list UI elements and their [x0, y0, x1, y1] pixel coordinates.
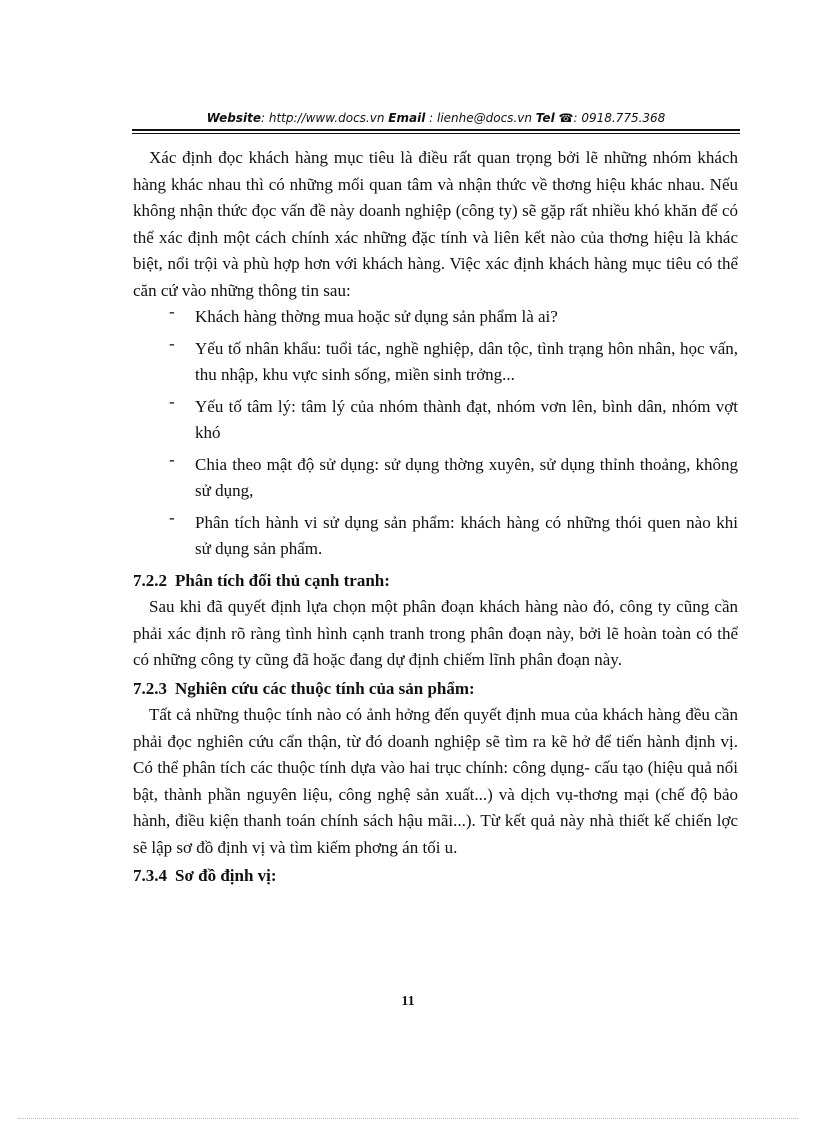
- header-divider: [132, 129, 740, 134]
- page-number: 11: [401, 994, 415, 1009]
- section-title: Nghiên cứu các thuộc tính của sản phẩm:: [175, 678, 475, 698]
- section-title: Phân tích đối thủ cạnh tranh:: [175, 570, 390, 590]
- bullet-dash: -: [169, 449, 175, 469]
- section-heading-competitor-analysis: [133, 568, 738, 595]
- list-item: [169, 507, 738, 563]
- footer-divider: [18, 1118, 798, 1119]
- section-heading-product-attributes: [133, 676, 738, 703]
- list-item-text: Phân tích hành vi sử dụng sản phẩm: khách hàng có những thói quen nào khi sử dụng sản phẩm.: [195, 512, 738, 558]
- section-heading-positioning-map: [133, 863, 738, 890]
- list-item: [169, 391, 738, 447]
- email-label: Email: [388, 111, 426, 125]
- list-item-text: Chia theo mật độ sử dụng: sử dụng thờng xuyên, sử dụng thỉnh thoảng, không sử dụng,: [195, 454, 738, 500]
- tel-separator: :: [573, 111, 582, 125]
- bullet-dash: -: [169, 302, 175, 321]
- bullet-dash: -: [169, 391, 175, 411]
- section-body: Sau khi đã quyết định lựa chọn một phân đoạn khách hàng nào đó, công ty cũng cần phải xác định rõ ràng tình hình cạnh tranh trong phân đoạn này, bởi lẽ hoàn toàn có thể có những công ty cũng đã hoặc đang dự định chiếm lĩnh phân đoạn này.: [133, 597, 738, 669]
- bullet-dash: -: [169, 333, 175, 353]
- bullet-list: [133, 304, 738, 563]
- website-url[interactable]: http://www.docs.vn: [268, 111, 385, 125]
- list-item-text: Khách hàng thờng mua hoặc sử dụng sản phẩm là ai?: [195, 307, 558, 326]
- email-separator: :: [425, 111, 437, 125]
- tel-value: 0918.775.368: [581, 111, 666, 125]
- list-item: [169, 302, 738, 331]
- bullet-dash: -: [169, 507, 175, 527]
- section-title: Sơ đồ định vị:: [175, 866, 277, 885]
- list-item: [169, 449, 738, 505]
- website-separator: :: [261, 111, 269, 125]
- list-item-text: Yếu tố tâm lý: tâm lý của nhóm thành đạt, nhóm vơn lên, bình dân, nhóm vợt khó: [195, 396, 738, 442]
- list-item: [169, 333, 738, 389]
- email-value[interactable]: lienhe@docs.vn: [436, 111, 532, 125]
- section-number: 7.2.2: [133, 570, 167, 590]
- section-number: 7.3.4: [133, 866, 167, 885]
- section-number: 7.2.3: [133, 678, 167, 698]
- tel-label: Tel: [535, 111, 555, 125]
- page-header: [132, 111, 740, 125]
- phone-icon: ☎: [558, 111, 574, 125]
- section-body: Tất cả những thuộc tính nào có ảnh hởng đến quyết định mua của khách hàng đều cần phải đọc nghiên cứu cẩn thận, từ đó doanh nghiệp sẽ tìm ra kẽ hở để tiến hành định vị. Có thể phân tích các thuộc tính dựa vào hai trục chính: công dụng- cấu tạo (hiệu quả nổi bật, thành phần nguyên liệu, công nghệ sản xuất...) và dịch vụ-thơng mại (chế độ bảo hành, điều kiện thanh toán chính sách hậu mãi...). Từ kết quả này nhà thiết kế chiến lợc sẽ lập sơ đồ định vị và tìm kiếm phơng án tối u.: [133, 705, 738, 857]
- website-label: Website: [206, 111, 261, 125]
- intro-paragraph: Xác định đọc khách hàng mục tiêu là điều rất quan trọng bởi lẽ những nhóm khách hàng khác nhau thì có những mối quan tâm và nhận thức về thơng hiệu khác nhau. Nếu không nhận thức đọc vấn đề này doanh nghiệp (công ty) sẽ gặp rất nhiều khó khăn để có thể xác định một cách chính xác những đặc tính và liên kết nào của thơng hiệu là khác biệt, nổi trội và phù hợp hơn với khách hàng. Việc xác định khách hàng mục tiêu có thể căn cứ vào những thông tin sau:: [133, 148, 738, 300]
- list-item-text: Yếu tố nhân khẩu: tuổi tác, nghề nghiệp, dân tộc, tình trạng hôn nhân, học vấn, thu nhập, khu vực sinh sống, miền sinh trởng...: [195, 338, 738, 384]
- document-body: [133, 145, 738, 890]
